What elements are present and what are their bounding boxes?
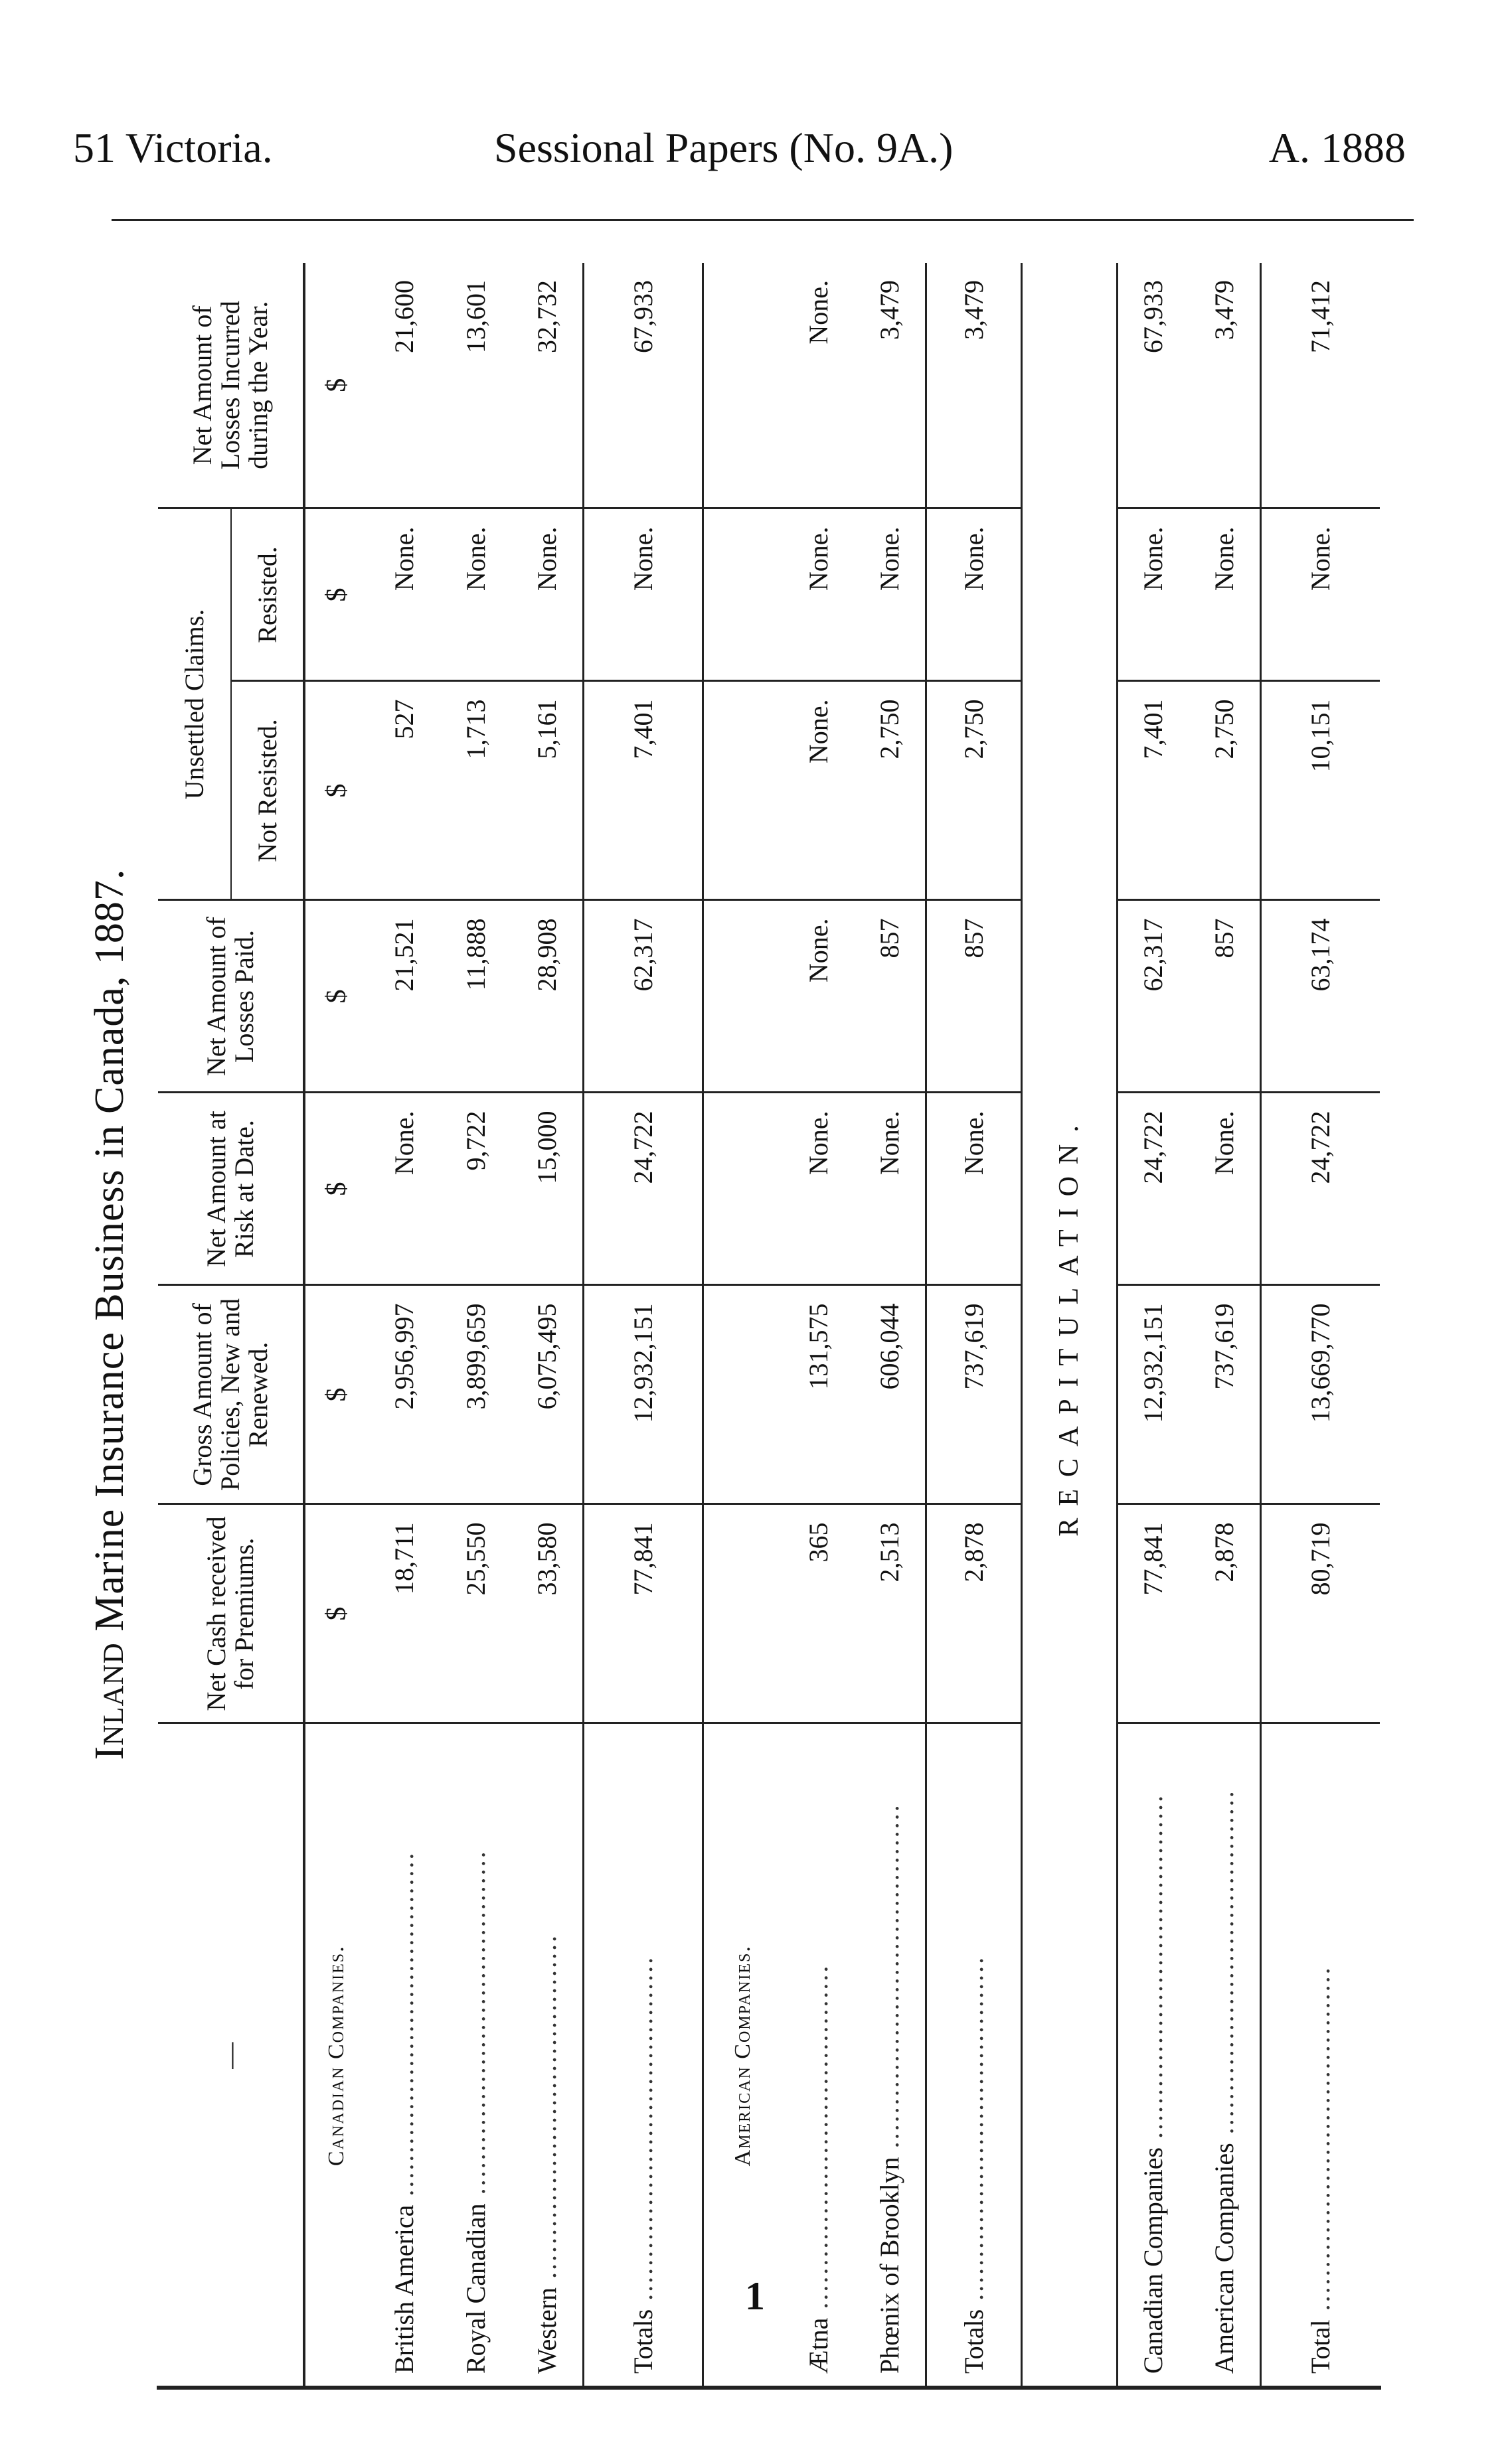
- cell-net-cash: 2,513: [854, 1504, 926, 1723]
- cell-net-cash: 25,550: [440, 1504, 511, 1723]
- cell-losses-incurred: 13,601: [440, 263, 511, 508]
- section-american: American Companies.: [703, 1723, 782, 2387]
- cell-gross-amount: 131,575: [782, 1285, 854, 1504]
- row-label: Royal Canadian ........................................: [460, 1849, 491, 2374]
- cell-net-cash: 2,878: [926, 1504, 1021, 1723]
- cell-not-resisted: 2,750: [926, 681, 1021, 900]
- unit-c6: $: [304, 508, 368, 681]
- cell-not-resisted: 527: [368, 681, 440, 900]
- header-resisted: Resisted.: [231, 508, 304, 681]
- recapitulation-heading: RECAPITULATION.: [1021, 263, 1117, 2387]
- grand-total-row: [1260, 263, 1380, 2387]
- totals-row: [583, 263, 703, 2387]
- cell-gross-amount: 13,669,770: [1260, 1285, 1380, 1504]
- cell-resisted: None.: [1117, 508, 1189, 681]
- cell-net-cash: 2,878: [1189, 1504, 1260, 1723]
- cell-resisted: None.: [782, 508, 854, 681]
- header-gross-amount: Gross Amount of Policies, New and Renewed.: [158, 1285, 304, 1504]
- table-row: [511, 263, 583, 2387]
- cell-gross-amount: 6,075,495: [511, 1285, 583, 1504]
- header-losses-paid: Net Amount of Losses Paid.: [158, 900, 304, 1093]
- page-number: 1: [745, 2274, 765, 2318]
- cell-amount-at-risk: 24,722: [583, 1093, 703, 1285]
- table-title-rest: Marine Insurance Business in Canada, 1887.: [87, 868, 132, 1632]
- row-label: Totals ........................................: [926, 1723, 1021, 2387]
- cell-not-resisted: 1,713: [440, 681, 511, 900]
- row-label: British America ........................................: [388, 1851, 419, 2374]
- unit-c5: $: [304, 681, 368, 900]
- cell-losses-incurred: 67,933: [1117, 263, 1189, 508]
- cell-gross-amount: 12,932,151: [583, 1285, 703, 1504]
- table-row: [440, 263, 511, 2387]
- cell-gross-amount: 12,932,151: [1117, 1285, 1189, 1504]
- cell-resisted: None.: [1260, 508, 1380, 681]
- marine-insurance-table: [158, 263, 1380, 2387]
- cell-amount-at-risk: None.: [854, 1093, 926, 1285]
- row-label: American Companies ........................................: [1208, 1789, 1239, 2374]
- cell-losses-paid: 21,521: [368, 900, 440, 1093]
- cell-resisted: None.: [854, 508, 926, 681]
- cell-losses-incurred: 3,479: [854, 263, 926, 508]
- cell-gross-amount: 2,956,997: [368, 1285, 440, 1504]
- cell-net-cash: 77,841: [1117, 1504, 1189, 1723]
- cell-net-cash: 33,580: [511, 1504, 583, 1723]
- cell-not-resisted: 5,161: [511, 681, 583, 900]
- row-label: Ætna ........................................: [803, 1964, 833, 2374]
- cell-losses-incurred: 67,933: [583, 263, 703, 508]
- unit-c2: $: [304, 1285, 368, 1504]
- cell-losses-incurred: 3,479: [926, 263, 1021, 508]
- header-rule: [112, 219, 1414, 221]
- row-label: Canadian Companies ........................................: [1138, 1793, 1169, 2374]
- row-label: Total ........................................: [1260, 1723, 1380, 2387]
- rotated-table-frame: [78, 232, 1393, 2396]
- cell-amount-at-risk: None.: [368, 1093, 440, 1285]
- cell-losses-paid: 11,888: [440, 900, 511, 1093]
- cell-losses-paid: 857: [926, 900, 1021, 1093]
- cell-not-resisted: 2,750: [854, 681, 926, 900]
- table-title: [86, 232, 133, 2396]
- cell-losses-paid: 62,317: [1117, 900, 1189, 1093]
- year-label: A. 1888: [1268, 124, 1406, 171]
- cell-net-cash: 18,711: [368, 1504, 440, 1723]
- cell-resisted: None.: [1189, 508, 1260, 681]
- cell-amount-at-risk: 24,722: [1117, 1093, 1189, 1285]
- cell-net-cash: 80,719: [1260, 1504, 1380, 1723]
- cell-losses-incurred: 3,479: [1189, 263, 1260, 508]
- row-label: Western ........................................: [531, 1933, 562, 2374]
- header-losses-incurred: Net Amount of Losses Incurred during the Year.: [158, 263, 304, 508]
- totals-row: [926, 263, 1021, 2387]
- cell-losses-paid: 857: [854, 900, 926, 1093]
- header-net-cash: Net Cash received for Premiums.: [158, 1504, 304, 1723]
- table-title-prefix: Inland: [87, 1642, 132, 1760]
- cell-not-resisted: 7,401: [1117, 681, 1189, 900]
- cell-resisted: None.: [440, 508, 511, 681]
- cell-amount-at-risk: 24,722: [1260, 1093, 1380, 1285]
- sessional-papers-label: Sessional Papers (No. 9A.): [494, 124, 954, 171]
- section-canadian: Canadian Companies.: [324, 1945, 349, 2167]
- cell-gross-amount: 737,619: [1189, 1285, 1260, 1504]
- header-not-resisted: Not Resisted.: [231, 681, 304, 900]
- table-row: [368, 263, 440, 2387]
- header-unsettled-claims: Unsettled Claims.: [158, 508, 231, 900]
- session-label: 51 Victoria.: [73, 124, 273, 171]
- cell-gross-amount: 737,619: [926, 1285, 1021, 1504]
- cell-amount-at-risk: None.: [782, 1093, 854, 1285]
- cell-resisted: None.: [511, 508, 583, 681]
- row-label: Phœnix of Brooklyn ........................................: [874, 1803, 904, 2374]
- unit-c4: $: [304, 900, 368, 1093]
- table-row: [1117, 263, 1189, 2387]
- unit-c7: $: [304, 263, 368, 508]
- header-amount-at-risk: Net Amount at Risk at Date.: [158, 1093, 304, 1285]
- cell-losses-paid: 28,908: [511, 900, 583, 1093]
- cell-losses-paid: 62,317: [583, 900, 703, 1093]
- unit-c3: $: [304, 1093, 368, 1285]
- table-row: [1189, 263, 1260, 2387]
- cell-resisted: None.: [926, 508, 1021, 681]
- cell-amount-at-risk: 15,000: [511, 1093, 583, 1285]
- cell-amount-at-risk: None.: [1189, 1093, 1260, 1285]
- row-label: Totals ........................................: [583, 1723, 703, 2387]
- cell-amount-at-risk: 9,722: [440, 1093, 511, 1285]
- cell-resisted: None.: [583, 508, 703, 681]
- cell-not-resisted: None.: [782, 681, 854, 900]
- cell-losses-paid: 63,174: [1260, 900, 1380, 1093]
- cell-amount-at-risk: None.: [926, 1093, 1021, 1285]
- cell-losses-incurred: 71,412: [1260, 263, 1380, 508]
- cell-losses-incurred: 21,600: [368, 263, 440, 508]
- cell-net-cash: 77,841: [583, 1504, 703, 1723]
- cell-net-cash: 365: [782, 1504, 854, 1723]
- cell-losses-incurred: 32,732: [511, 263, 583, 508]
- cell-resisted: None.: [368, 508, 440, 681]
- cell-losses-paid: None.: [782, 900, 854, 1093]
- cell-not-resisted: 7,401: [583, 681, 703, 900]
- cell-gross-amount: 606,044: [854, 1285, 926, 1504]
- table-row: [854, 263, 926, 2387]
- cell-not-resisted: 2,750: [1189, 681, 1260, 900]
- cell-losses-paid: 857: [1189, 900, 1260, 1093]
- unit-c1: $: [304, 1504, 368, 1723]
- cell-not-resisted: 10,151: [1260, 681, 1380, 900]
- cell-losses-incurred: None.: [782, 263, 854, 508]
- table-row: [782, 263, 854, 2387]
- cell-gross-amount: 3,899,659: [440, 1285, 511, 1504]
- header-blank: —: [158, 1723, 304, 2387]
